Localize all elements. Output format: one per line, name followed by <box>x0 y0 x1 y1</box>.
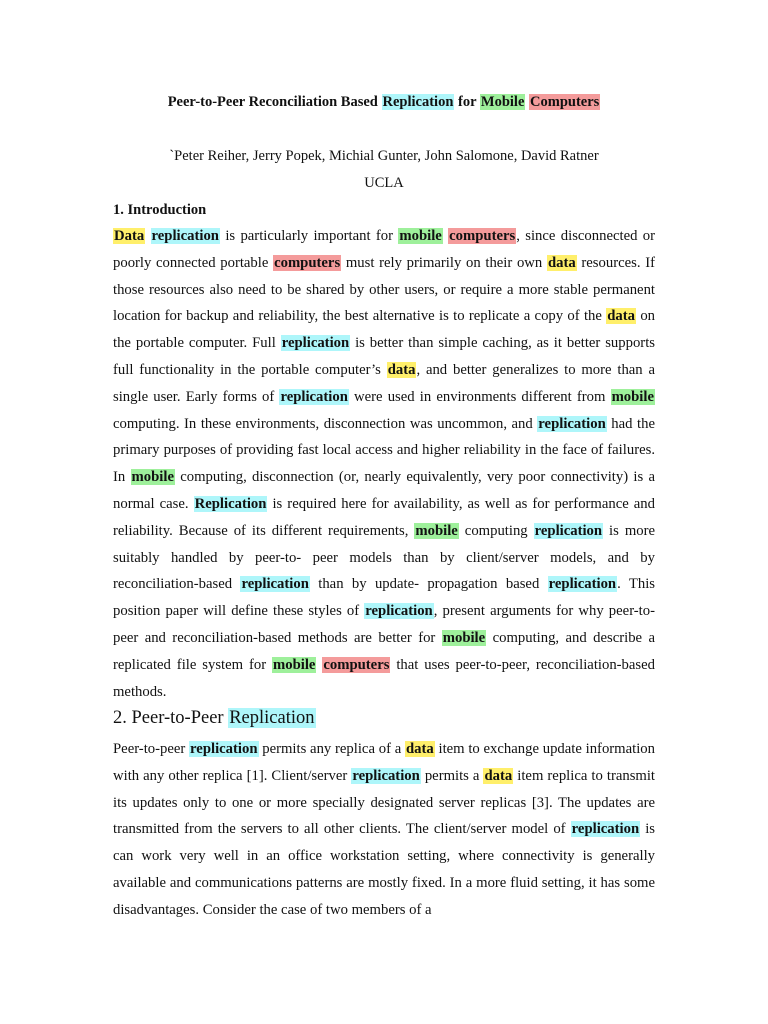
text-run: permits a <box>420 767 484 784</box>
title-highlight-mobile: Mobile <box>480 94 525 110</box>
highlight-data: data <box>607 308 635 325</box>
text-run: is required here for availability, as well as for performance and reliability. Because of its different requirements, <box>113 495 655 539</box>
text-run: item replica to transmit its updates only to one or more specially designated server replicas [3]. The updates are transmitted from the servers to all other clients. The client/server model of <box>113 767 656 838</box>
highlight-replication: replication <box>281 335 350 352</box>
highlight-replication: replication <box>365 603 433 620</box>
highlight-mobile: mobile <box>399 228 442 244</box>
section-1-paragraph <box>113 223 655 705</box>
highlight-data: data <box>547 254 576 271</box>
section-2-heading-prefix: 2. Peer-to-Peer <box>113 708 229 728</box>
highlight-computers: computers <box>274 254 341 271</box>
highlight-mobile: mobile <box>273 656 316 673</box>
paper-title <box>0 92 768 112</box>
section-2-heading <box>113 705 316 731</box>
highlight-replication: replication <box>534 522 603 539</box>
author-list: `Peter Reiher, Jerry Popek, Michial Gunter, John Salomone, David Ratner <box>169 148 599 164</box>
text-run: were used in environments different from <box>348 388 611 405</box>
text-run: . This position paper will define these styles of <box>113 576 655 620</box>
highlight-mobile: mobile <box>131 469 174 486</box>
title-highlight-computers: Computers <box>530 94 600 110</box>
text-run: is can work very well in an office workstation setting, where connectivity is generally available and communications patterns are mostly fixed. In a more fluid setting, it has some disadvantages. Consider the case of two members of a <box>113 821 656 918</box>
text-run: Peer-to-peer <box>113 741 190 757</box>
text-run: , present arguments for why peer-to-peer and reconciliation-based methods are better for <box>113 603 655 646</box>
highlight-replication: replication <box>538 415 606 432</box>
section-2-paragraph <box>113 736 655 924</box>
highlight-replication: replication <box>280 388 348 405</box>
text-run: resources. If those resources also need to be shared by other users, or require a more stable permanent location for backup and reliability, the best alternative is to replicate a copy of the <box>113 254 655 325</box>
highlight-computers: computers <box>449 228 516 244</box>
text-run: permits any replica of a <box>258 741 405 757</box>
text-run: is better than simple caching, as it better supports full functionality in the portable computer’s <box>113 335 655 378</box>
title-highlight-replication: Replication <box>382 94 454 110</box>
highlight-data: data <box>484 767 513 784</box>
highlight-replication: replication <box>548 576 617 593</box>
title-prefix: Peer-to-Peer Reconciliation Based <box>167 94 382 110</box>
text-run: must rely primarily on their own <box>341 254 547 271</box>
highlight-mobile: mobile <box>415 522 458 539</box>
highlight-data: data <box>387 361 416 378</box>
text-run: , since disconnected or poorly connected portable <box>113 228 656 271</box>
highlight-replication: replication <box>241 576 309 593</box>
text-run: computing. In these environments, disconnection was uncommon, and <box>113 415 538 432</box>
text-run: computing, disconnection (or, nearly equivalently, very poor connectivity) is a normal case. <box>113 469 655 512</box>
title-mid: for <box>454 94 480 110</box>
section-2-heading-highlight: Replication <box>229 708 315 728</box>
text-run: item to exchange update information with any other replica [1]. Client/server <box>113 741 655 784</box>
highlight-replication: Replication <box>194 495 267 512</box>
text-run: than by update- propagation based <box>309 576 548 593</box>
highlight-replication: replication <box>190 741 258 757</box>
text-run: computing, and describe a replicated file system for <box>113 629 655 673</box>
highlight-mobile: mobile <box>611 388 654 405</box>
text-run: computing <box>458 522 534 539</box>
highlight-data: data <box>405 741 434 757</box>
highlight-replication: replication <box>352 767 420 784</box>
highlight-computers: computers <box>323 656 390 673</box>
text-run: , and better generalizes to more than a single user. Early forms of <box>113 361 655 405</box>
highlight-replication: replication <box>571 821 640 838</box>
text-run: is more suitably handled by peer-to- peer models than by client/server models, and by reconciliation-based <box>113 522 656 593</box>
affiliation: UCLA <box>364 175 404 191</box>
text-run: that uses peer-to-peer, reconciliation-based methods. <box>113 656 656 700</box>
section-1-heading: 1. Introduction <box>113 202 207 218</box>
text-run: had the primary purposes of providing fast local access and higher reliability in the face of failures. In <box>113 415 655 486</box>
text-run: on the portable computer. Full <box>113 308 656 352</box>
highlight-mobile: mobile <box>442 629 486 646</box>
highlight-replication: replication <box>151 228 219 244</box>
text-run: is particularly important for <box>219 228 399 244</box>
highlight-data: Data <box>114 228 145 244</box>
text-run <box>145 228 150 244</box>
